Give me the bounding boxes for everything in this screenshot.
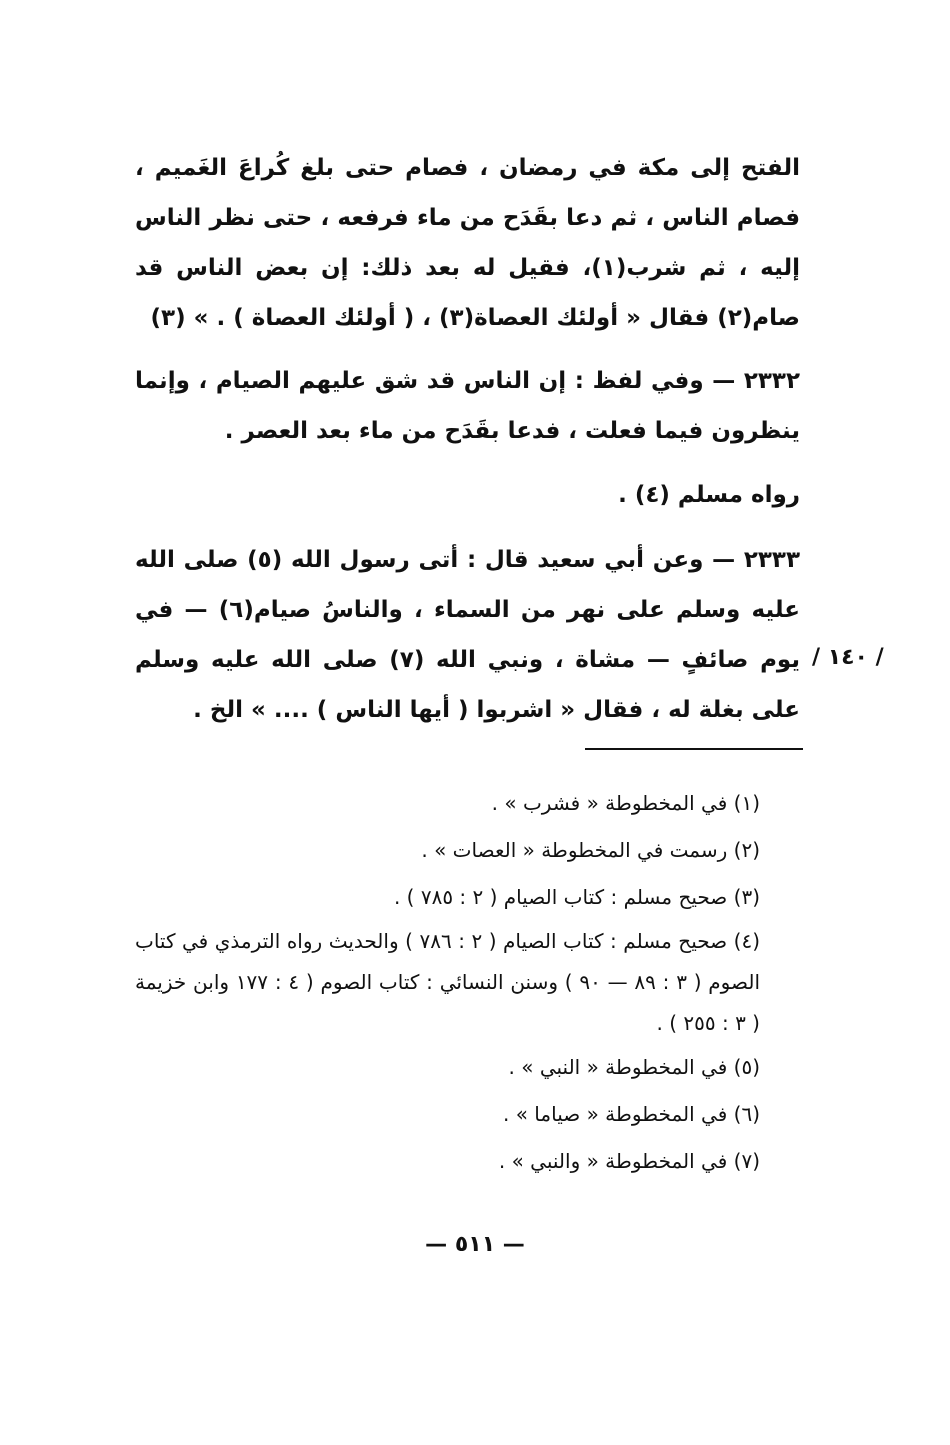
paragraph-continuation: الفتح إلى مكة في رمضان ، فصام حتى بلغ كُراعَ الغَميم ، فصام الناس ، ثم دعا بقَدَح من ماء فرفعه ، حتى نظر الناس إليه ، ثم شرب(١)، فقيل له بعد ذلك: إن بعض الناس قد صام(٢) فقال « أولئك العصاة(٣) ، ( أولئك العصاة ) . » (٣) xyxy=(135,155,800,331)
manuscript-folio-marker: / ١٤٠ / xyxy=(812,645,884,670)
footnotes xyxy=(135,780,800,1185)
footnote-6: (٦) في المخطوطة « صياما » . xyxy=(503,1102,760,1126)
footnote-separator xyxy=(585,748,803,750)
footnote-4: (٤) صحيح مسلم : كتاب الصيام ( ٢ : ٧٨٦ ) والحديث رواه الترمذي في كتاب الصوم ( ٣ : ٨٩ — ٩٠ ) وسنن النسائي : كتاب الصوم ( ٤ : ١٧٧ وابن خزيمة ( ٣ : ٢٥٥ ) . xyxy=(135,929,761,1035)
hadith-2333: ٢٣٣٣ — وعن أبي سعيد قال : أتى رسول الله (٥) صلى الله عليه وسلم على نهر من السماء ، والناسُ صيام(٦) — في يوم صائفٍ — مشاة ، ونبي الله (٧) صلى الله عليه وسلم على بغلة له ، فقال « اشربوا ( أيها الناس ) .... » الخ . xyxy=(135,547,800,723)
hadith-2332: ٢٣٣٢ — وفي لفظ : إن الناس قد شق عليهم الصيام ، وإنما ينظرون فيما فعلت ، فدعا بقَدَح من ماء بعد العصر . xyxy=(135,368,800,444)
footnote-1: (١) في المخطوطة « فشرب » . xyxy=(491,791,760,815)
footnote-2: (٢) رسمت في المخطوطة « العصات » . xyxy=(421,838,760,862)
narration-attribution: رواه مسلم (٤) . xyxy=(618,482,800,508)
footnote-5: (٥) في المخطوطة « النبي » . xyxy=(508,1055,760,1079)
footnote-7: (٧) في المخطوطة « والنبي » . xyxy=(498,1149,760,1173)
footnote-3: (٣) صحيح مسلم : كتاب الصيام ( ٢ : ٧٨٥ ) . xyxy=(393,885,760,909)
page-number: — ٥١١ — xyxy=(425,1232,525,1257)
